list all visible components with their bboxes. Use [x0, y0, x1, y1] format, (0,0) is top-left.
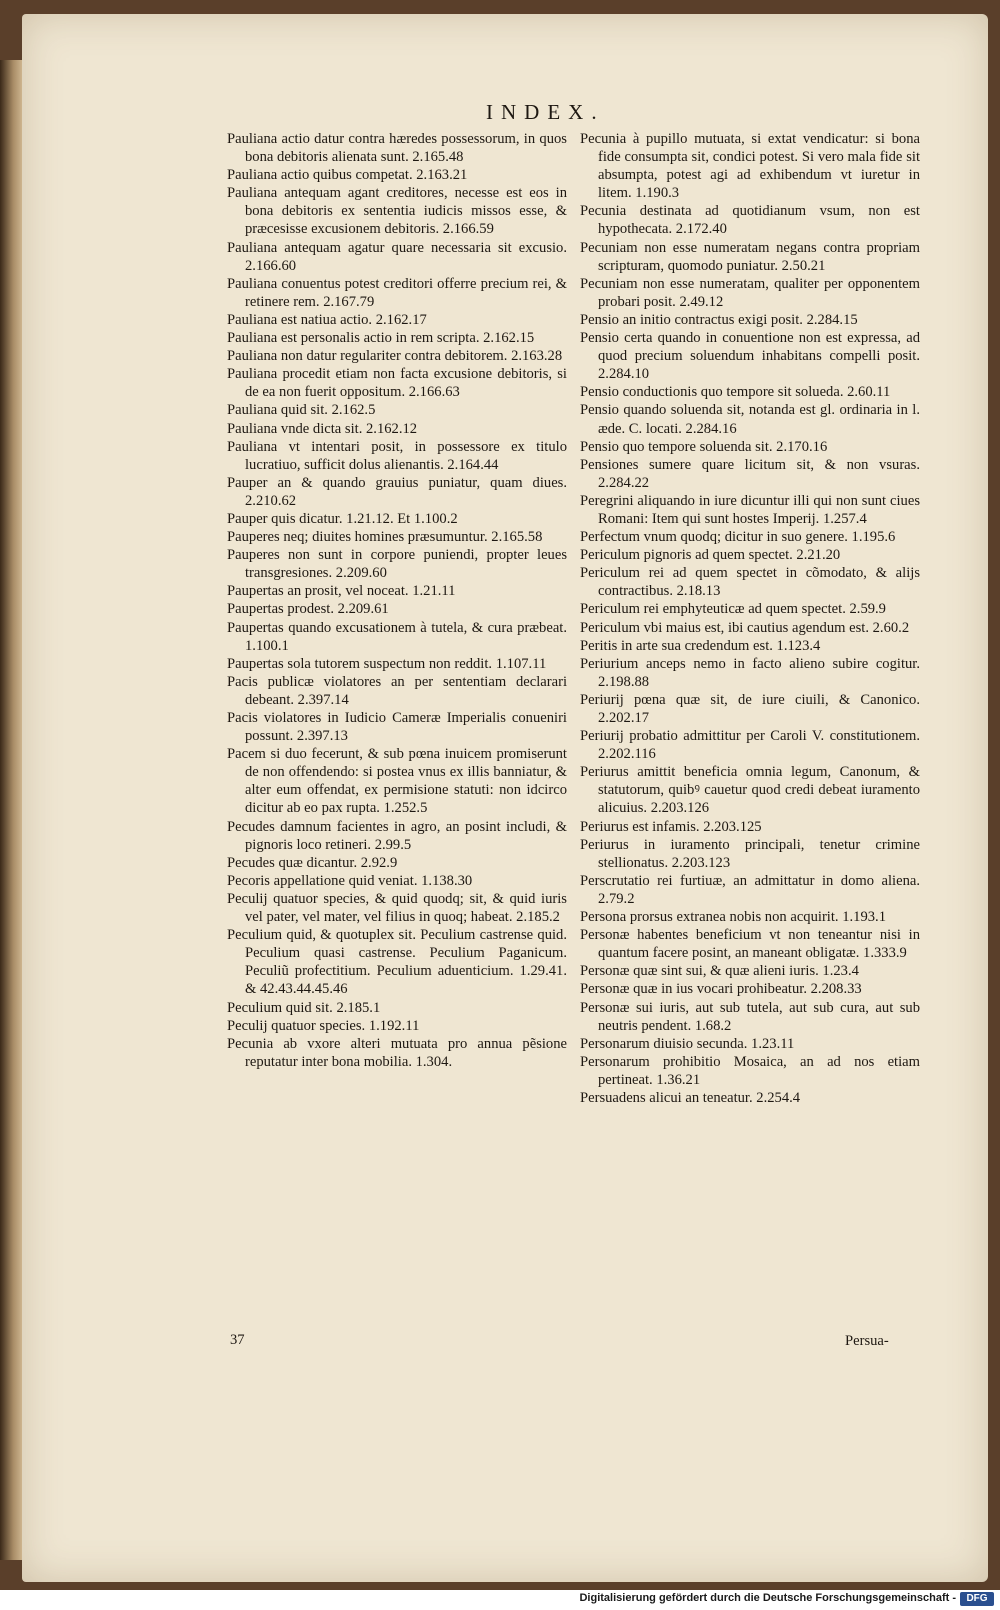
index-entry: Periculum vbi maius est, ibi cautius agendum est. 2.60.2 [580, 619, 910, 636]
index-entry: Pecudes damnum facientes in agro, an posint includi, & pignoris loco retineri. 2.99.5 [227, 818, 567, 853]
index-entry: Pauliana conuentus potest creditori offerre precium rei, & retinere rem. 2.167.79 [227, 275, 567, 310]
footer-bar [0, 1590, 1000, 1610]
index-entry: Paupertas sola tutorem suspectum non reddit. 1.107.11 [227, 655, 547, 672]
index-entry: Pauliana actio datur contra hæredes possessorum, in quos bona debitoris alienata sunt. 2.165.48 [227, 131, 567, 166]
index-entry: Pauliana antequam agant creditores, necesse est eos in bona debitoris ex sententia iudicis missos esse, & præcesisse excusionem debitoris. 2.166.59 [227, 185, 567, 238]
index-entry: Personarum prohibitio Mosaica, an ad nos etiam pertineat. 1.36.21 [580, 1053, 920, 1088]
index-entry: Peculij quatuor species. 1.192.11 [227, 1017, 420, 1034]
index-entry: Pauperes non sunt in corpore puniendi, propter leues transgresiones. 2.209.60 [227, 547, 567, 582]
index-entry: Perfectum vnum quodq; dicitur in suo genere. 1.195.6 [580, 529, 896, 546]
index-entry: Pauliana non datur regulariter contra debitorem. 2.163.28 [227, 348, 563, 365]
index-entry: Persona prorsus extranea nobis non acquirit. 1.193.1 [580, 909, 886, 926]
index-entry: Periculum pignoris ad quem spectet. 2.21.20 [580, 547, 841, 564]
index-entry: Pensio conductionis quo tempore sit solueda. 2.60.11 [580, 384, 891, 401]
index-entry: Pauliana est personalis actio in rem scripta. 2.162.15 [227, 330, 535, 347]
index-entry: Pacis publicæ violatores an per sententiam declarari debeant. 2.397.14 [227, 673, 567, 708]
index-entry: Periurus in iuramento principali, tenetur crimine stellionatus. 2.203.123 [580, 836, 920, 871]
index-entry: Paupertas quando excusationem à tutela, & cura præbeat. 1.100.1 [227, 619, 567, 654]
index-entry: Pecudes quæ dicantur. 2.92.9 [227, 854, 398, 871]
index-entry: Pensio quando soluenda sit, notanda est gl. ordinaria in l. æde. C. locati. 2.284.16 [580, 402, 920, 437]
index-entry: Peculium quid, & quotuplex sit. Peculium castrense quid. Peculium quasi castrense. Peculium Paganicum. Peculiũ profectitium. Peculium aduenticium. 1.29.41. & 42.43.44.45.46 [227, 927, 567, 998]
index-entry: Periurium anceps nemo in facto alieno subire cogitur. 2.198.88 [580, 655, 920, 690]
index-entry: Pauliana vt intentari posit, in possessore ex titulo lucratiuo, sufficit dolus alienantis. 2.164.44 [227, 438, 567, 473]
index-entry: Pecunia à pupillo mutuata, si extat vendicatur: si bona fide consumpta sit, condici potest. Si vero mala fide sit absumpta, potest agi ad exhibendum vt iuretur in litem. 1.190.3 [580, 131, 920, 202]
index-entry: Personæ habentes beneficium vt non teneantur nisi in quantum facere posint, an maneant obligatæ. 1.333.9 [580, 927, 920, 962]
index-entry: Pensio an initio contractus exigi posit. 2.284.15 [580, 311, 858, 328]
index-entry: Pacem si duo fecerunt, & sub pœna inuicem promiserunt de non offendendo: si postea vnus ex illis banniatur, & alter eum offendat, ex permisione statuti: non idcirco dicitur ab eo pax rupta. 1.252.5 [227, 746, 567, 817]
index-entry: Peculij quatuor species, & quid quodq; sit, & quid iuris vel pater, vel mater, vel filius in quoq; habeat. 2.185.2 [227, 890, 567, 926]
catchword: Persua- [845, 1333, 889, 1349]
index-entry: Pauliana est natiua actio. 2.162.17 [227, 311, 427, 328]
index-entry: Periurij probatio admittitur per Caroli V. constitutionem. 2.202.116 [580, 728, 920, 763]
dfg-logo: DFG [960, 1592, 994, 1606]
index-entry: Pensio certa quando in conuentione non est expressa, ad quod precium soluendum inhabitans compelli posit. 2.284.10 [580, 330, 920, 383]
index-entry: Perscrutatio rei furtiuæ, an admittatur in domo aliena. 2.79.2 [580, 872, 920, 907]
index-entry: Pauper an & quando grauius puniatur, quam diues. 2.210.62 [227, 474, 567, 509]
index-entry: Peculium quid sit. 2.185.1 [227, 999, 381, 1016]
index-entry: Pecuniam non esse numeratam negans contra propriam scripturam, quomodo puniatur. 2.50.21 [580, 239, 920, 274]
right-column [580, 130, 920, 1107]
index-entry: Paupertas prodest. 2.209.61 [227, 601, 389, 618]
index-entry: Pauliana actio quibus competat. 2.163.21 [227, 167, 468, 184]
index-entry: Pensiones sumere quare licitum sit, & non vsuras. 2.284.22 [580, 456, 920, 491]
index-entry: Pauper quis dicatur. 1.21.12. Et 1.100.2 [227, 510, 458, 527]
index-entry: Periurij pœna quæ sit, de iure ciuili, & Canonico. 2.202.17 [580, 691, 920, 726]
left-column [227, 130, 567, 1071]
index-entry: Peritis in arte sua credendum est. 1.123.4 [580, 637, 821, 654]
index-entry: Periurus amittit beneficia omnia legum, Canonum, & statutorum, quibꝰ cauetur quod credi debeat iuramento alicuius. 2.203.126 [580, 764, 920, 817]
page-signature: 37 [230, 1332, 245, 1348]
index-entry: Pauliana vnde dicta sit. 2.162.12 [227, 420, 418, 437]
index-entry: Personæ quæ in ius vocari prohibeatur. 2.208.33 [580, 981, 862, 998]
index-entry: Periurus est infamis. 2.203.125 [580, 818, 762, 835]
index-entry: Personæ quæ sint sui, & quæ alieni iuris. 1.23.4 [580, 963, 859, 980]
footer-credit: Digitalisierung gefördert durch die Deutsche Forschungsgemeinschaft - [579, 1592, 956, 1604]
index-entry: Pecoris appellatione quid veniat. 1.138.30 [227, 872, 473, 889]
page-header: INDEX. [486, 100, 605, 124]
page-edge [0, 60, 22, 1560]
index-entry: Pacis violatores in Iudicio Cameræ Imperialis conueniri possunt. 2.397.13 [227, 710, 567, 745]
index-entry: Periculum rei ad quem spectet in cõmodato, & alijs contractibus. 2.18.13 [580, 565, 920, 600]
index-entry: Pensio quo tempore soluenda sit. 2.170.16 [580, 438, 828, 455]
index-entry: Pecuniam non esse numeratam, qualiter per opponentem probari posit. 2.49.12 [580, 275, 920, 310]
index-entry: Personæ sui iuris, aut sub tutela, aut sub cura, aut sub neutris pendent. 1.68.2 [580, 999, 920, 1034]
index-entry: Peregrini aliquando in iure dicuntur illi qui non sunt ciues Romani: Item qui sunt hostes Imperij. 1.257.4 [580, 492, 920, 527]
index-entry: Pauliana procedit etiam non facta excusione debitoris, si de ea non fuerit oppositum. 2.166.63 [227, 366, 567, 401]
index-entry: Paupertas an prosit, vel noceat. 1.21.11 [227, 583, 456, 600]
index-entry: Persuadens alicui an teneatur. 2.254.4 [580, 1089, 801, 1106]
index-entry: Pauliana quid sit. 2.162.5 [227, 402, 376, 419]
index-entry: Pauliana antequam agatur quare necessaria sit excusio. 2.166.60 [227, 239, 567, 274]
index-entry: Pauperes neq; diuites homines præsumuntur. 2.165.58 [227, 529, 543, 546]
index-entry: Periculum rei emphyteuticæ ad quem spectet. 2.59.9 [580, 601, 886, 618]
index-entry: Pecunia ab vxore alteri mutuata pro annua pẽsione reputatur inter bona mobilia. 1.304. [227, 1035, 567, 1070]
index-entry: Personarum diuisio secunda. 1.23.11 [580, 1035, 795, 1052]
index-entry: Pecunia destinata ad quotidianum vsum, non est hypothecata. 2.172.40 [580, 203, 920, 238]
